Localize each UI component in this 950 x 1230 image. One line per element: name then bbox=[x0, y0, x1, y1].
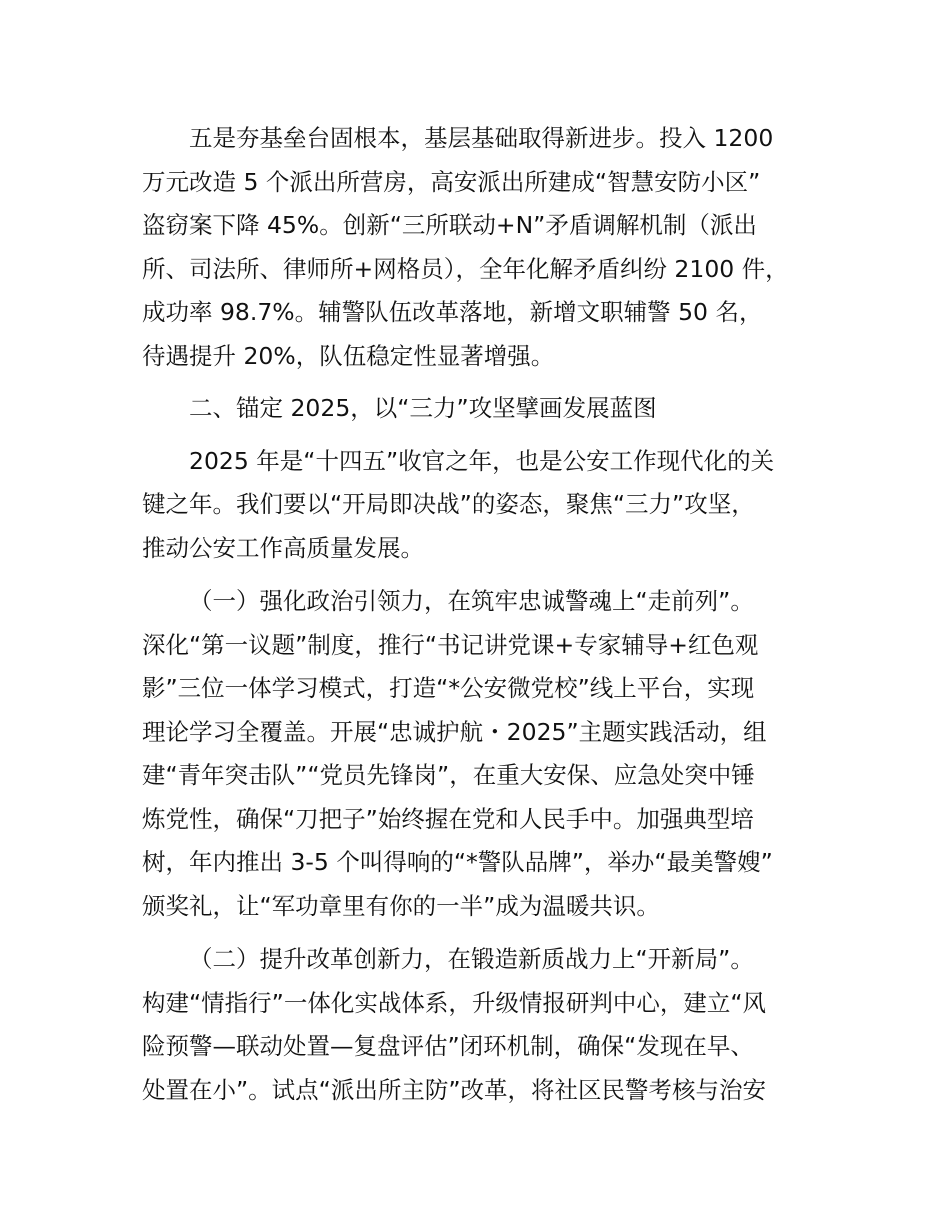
paragraph-spacer bbox=[142, 928, 832, 938]
text-line: 影”三位一体学习模式，打造“*公安微党校”线上平台，实现 bbox=[142, 674, 755, 702]
paragraph-spacer bbox=[142, 431, 832, 440]
text-line: 五是夯基垒台固根本，基层基础取得新进步。投入 1200 bbox=[189, 124, 774, 152]
text-line: 2025 年是“十四五”收官之年，也是公安工作现代化的关 bbox=[189, 446, 775, 475]
paragraph-political-leadership bbox=[142, 580, 832, 928]
text-line: 树，年内推出 3-5 个叫得响的“*警队品牌”，举办“最美警嫂” bbox=[142, 848, 773, 876]
section-heading-2025 bbox=[142, 387, 832, 431]
paragraph-spacer bbox=[142, 570, 832, 580]
text-line: 颁奖礼，让“军功章里有你的一半”成为温暖共识。 bbox=[142, 891, 660, 920]
document-body bbox=[142, 117, 832, 1112]
text-line: 险预警—联动处置—复盘评估”闭环机制，确保“发现在早、 bbox=[142, 1032, 754, 1060]
text-line: 键之年。我们要以“开局即决战”的姿态，聚焦“三力”攻坚， bbox=[142, 490, 755, 518]
text-line: 成功率 98.7%。辅警队伍改革落地，新增文职辅警 50 名， bbox=[142, 298, 763, 326]
text-line: 待遇提升 20%，队伍稳定性显著增强。 bbox=[142, 341, 555, 370]
text-line: 所、司法所、律师所+网格员），全年化解矛盾纠纷 2100 件， bbox=[142, 254, 789, 283]
text-line: 炼党性，确保“刀把子”始终握在党和人民手中。加强典型培 bbox=[142, 804, 754, 833]
section-heading-text: 二、锚定 2025，以“三力”攻坚擘画发展蓝图 bbox=[189, 394, 657, 422]
paragraph-2025-intro bbox=[142, 440, 832, 571]
text-line: 建“青年突击队”“党员先锋岗”，在重大安保、应急处突中锤 bbox=[142, 761, 755, 789]
paragraph-foundation-progress bbox=[142, 117, 832, 378]
paragraph-reform-innovation bbox=[142, 938, 832, 1112]
paragraph-spacer bbox=[142, 378, 832, 387]
text-line: 深化“第一议题”制度，推行“书记讲党课+专家辅导+红色观 bbox=[142, 630, 759, 659]
text-line: 理论学习全覆盖。开展“忠诚护航・2025”主题实践活动，组 bbox=[142, 717, 767, 746]
text-line: 处置在小”。试点“派出所主防”改革，将社区民警考核与治安 bbox=[142, 1075, 767, 1104]
text-line: 推动公安工作高质量发展。 bbox=[142, 533, 424, 562]
subheading-line: （一）强化政治引领力，在筑牢忠诚警魂上“走前列”。 bbox=[189, 587, 754, 615]
text-line: 构建“情指行”一体化实战体系，升级情报研判中心，建立“风 bbox=[142, 988, 767, 1017]
text-line: 万元改造 5 个派出所营房，高安派出所建成“智慧安防小区” bbox=[142, 167, 761, 196]
text-line: 盗窃案下降 45%。创新“三所联动+N”矛盾调解机制（派出 bbox=[142, 211, 757, 239]
subheading-line: （二）提升改革创新力，在锻造新质战力上“开新局”。 bbox=[189, 945, 754, 973]
